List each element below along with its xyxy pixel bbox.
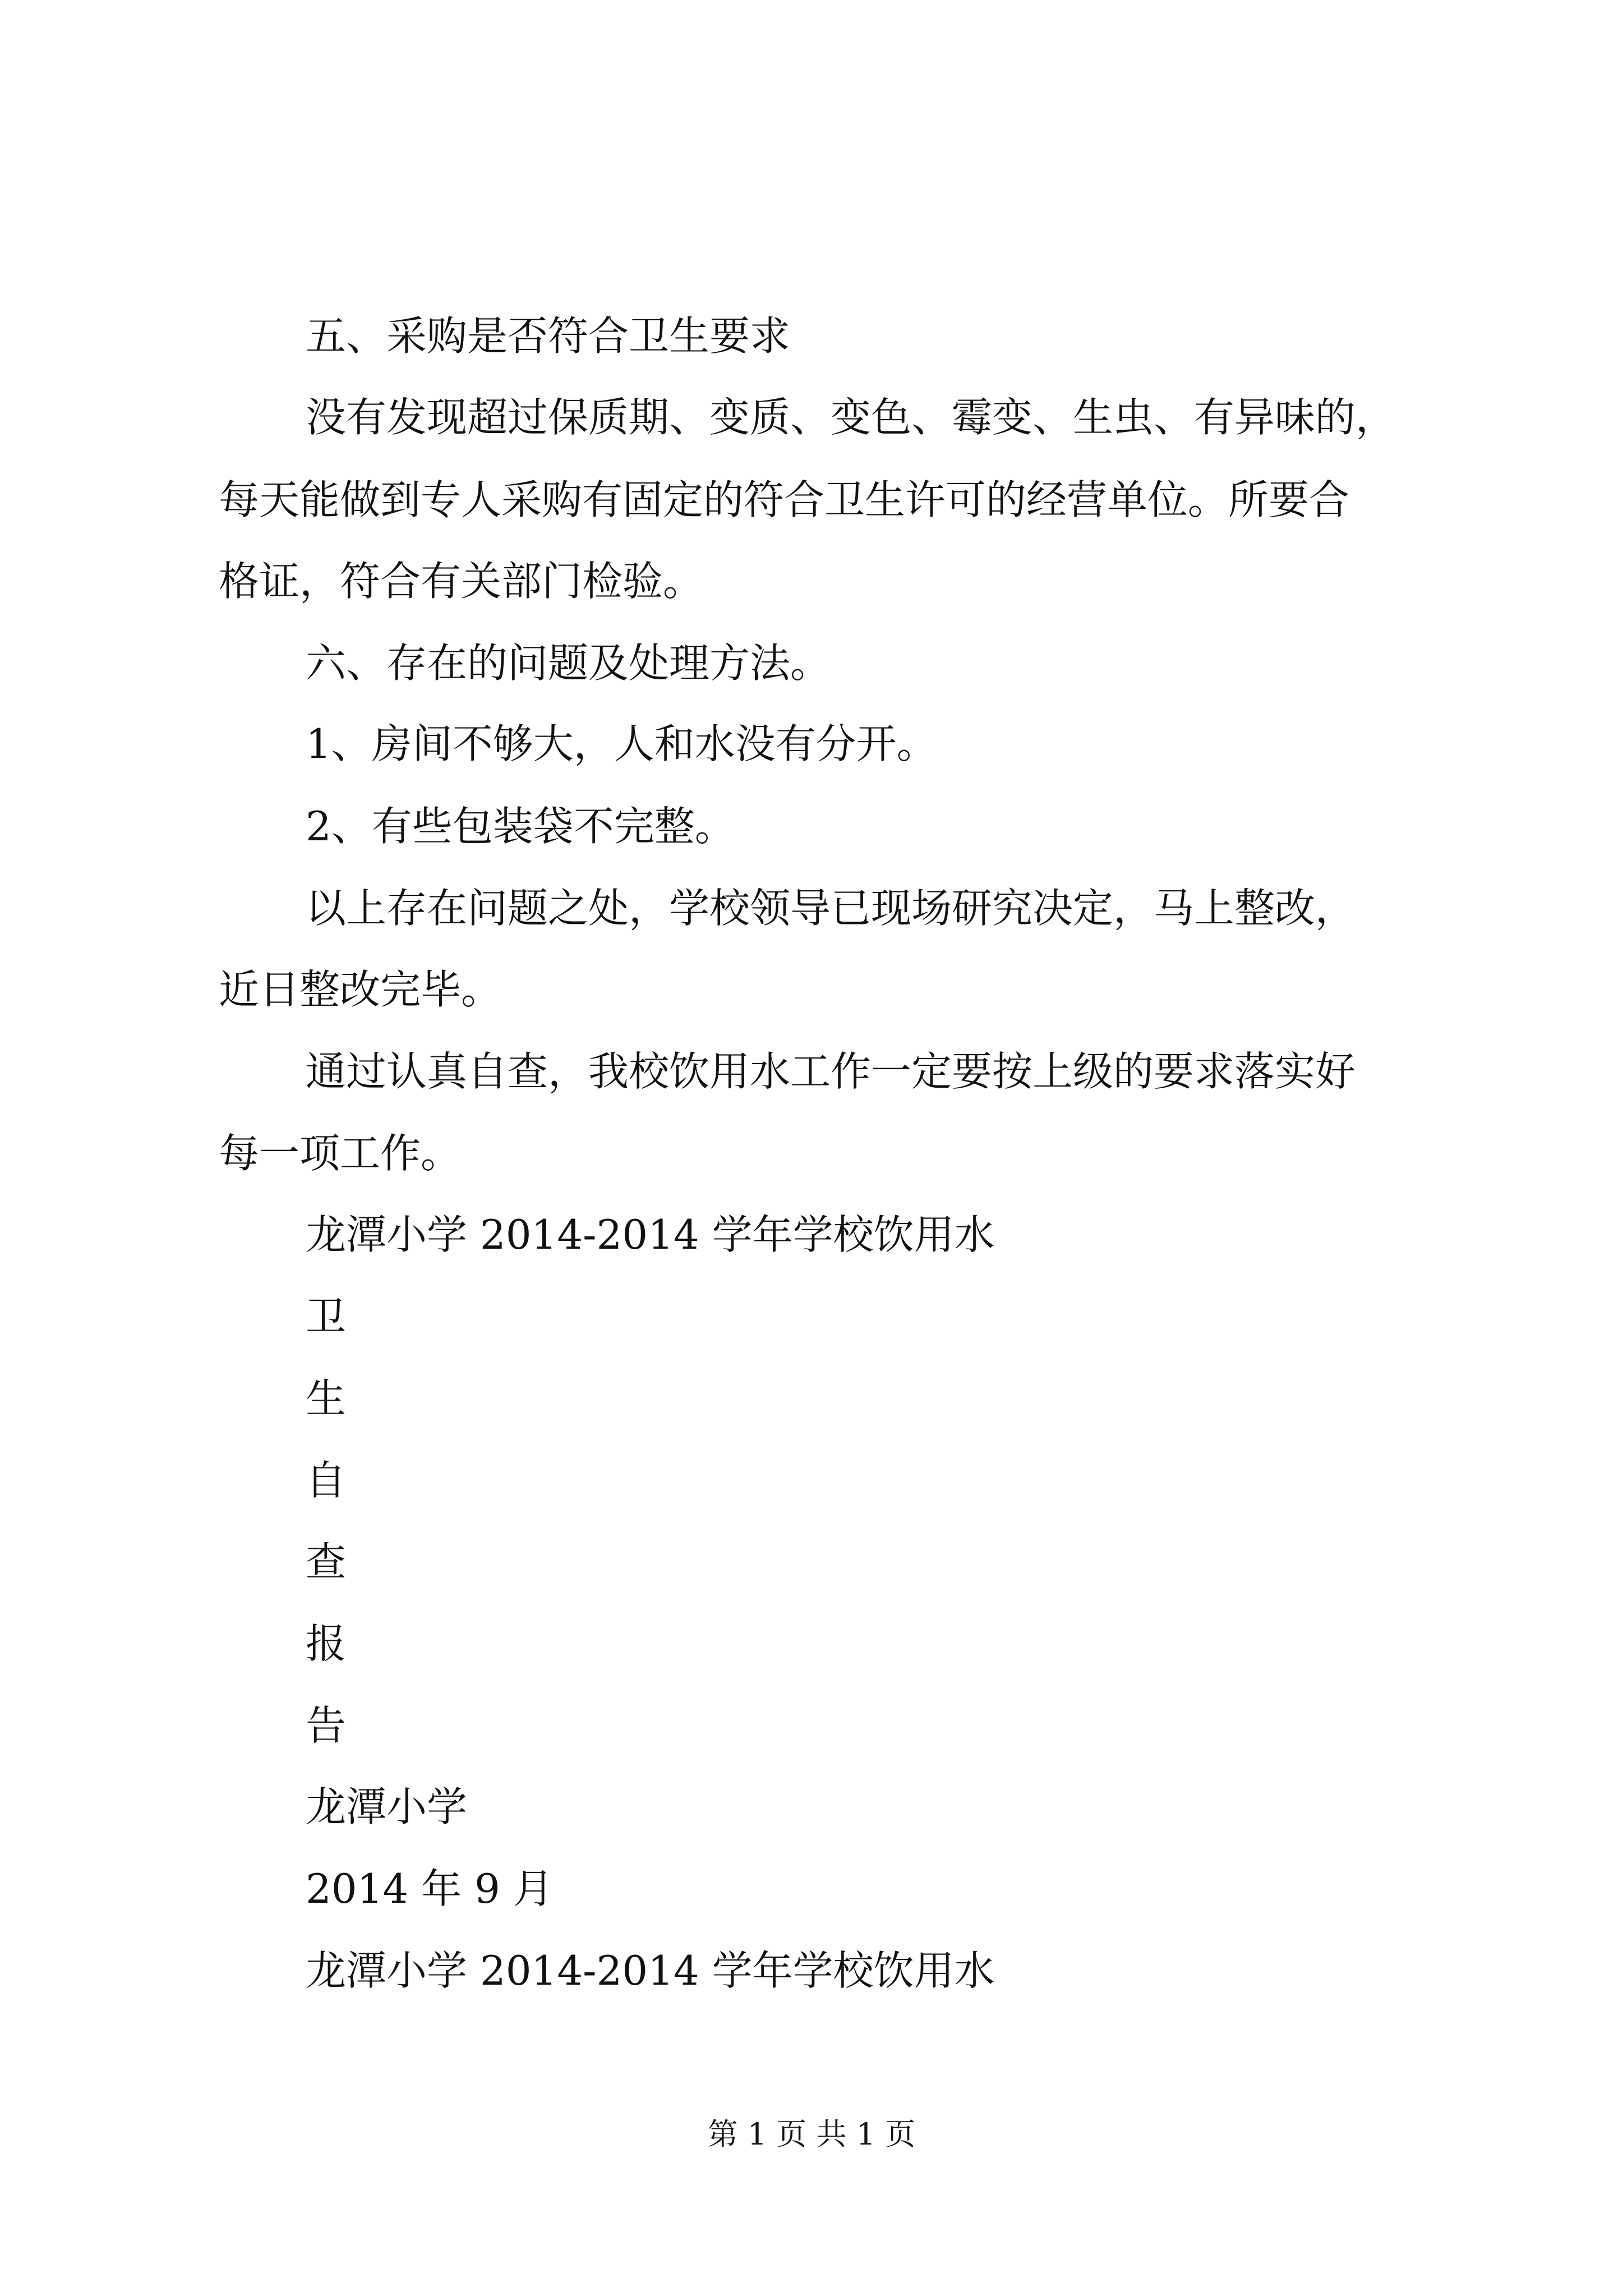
section6-heading: 六、存在的问题及处理方法。	[306, 639, 831, 687]
signature-date: 2014 年 9 月	[306, 1865, 554, 1912]
report-title-char-3: 自	[306, 1457, 347, 1504]
report-title-line: 龙潭小学 2014-2014 学年学校饮用水	[306, 1211, 995, 1258]
report-title-char-2: 生	[306, 1375, 347, 1422]
section6-item-2: 2、有些包装袋不完整。	[306, 803, 735, 850]
closing-line-2: 每一项工作。	[219, 1130, 462, 1177]
section5-paragraph-line-3: 格证，符合有关部门检验。	[219, 558, 704, 605]
section5-paragraph-line-1: 没有发现超过保质期、变质、变色、霉变、生虫、有异味的，	[306, 394, 1396, 441]
page-footer: 第 1 页 共 1 页	[707, 2116, 916, 2152]
report-title-char-6: 告	[306, 1702, 347, 1749]
report-title-char-5: 报	[306, 1620, 347, 1667]
closing-line-1: 通过认真自查，我校饮用水工作一定要按上级的要求落实好	[306, 1048, 1356, 1095]
report-title-char-4: 查	[306, 1538, 347, 1585]
section6-remedy-line-1: 以上存在问题之处，学校领导已现场研究决定，马上整改，	[306, 885, 1356, 932]
report-title-char-1: 卫	[306, 1293, 347, 1340]
section5-paragraph-line-2: 每天能做到专人采购有固定的符合卫生许可的经营单位。所要合	[219, 476, 1350, 523]
signature-school: 龙潭小学	[306, 1783, 468, 1830]
section6-item-1: 1、房间不够大，人和水没有分开。	[306, 720, 937, 767]
trailing-title-line: 龙潭小学 2014-2014 学年学校饮用水	[306, 1947, 995, 1994]
section5-heading: 五、采购是否符合卫生要求	[306, 312, 791, 360]
section6-remedy-line-2: 近日整改完毕。	[219, 966, 502, 1013]
